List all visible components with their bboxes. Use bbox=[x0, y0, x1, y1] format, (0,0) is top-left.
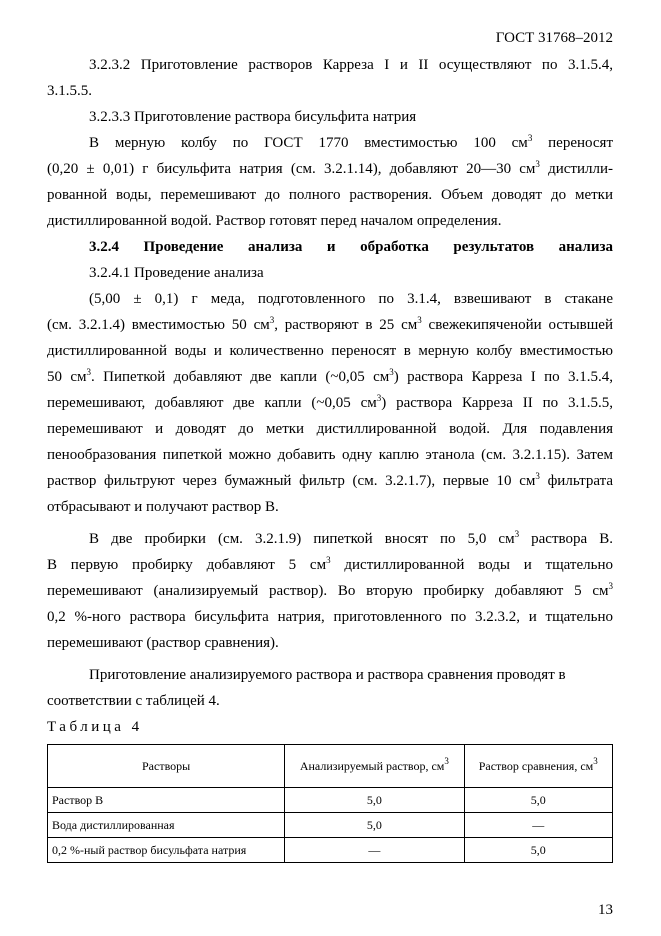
paragraph-analysis-line-2: (см. 3.2.1.4) вместимостью 50 $см^3$, растворяют в 25 $см^3$ свежекипяченойи остывшей bbox=[47, 315, 613, 333]
table-cell: — bbox=[464, 813, 613, 838]
paragraph-3-2-3-2: 3.2.3.2 Приготовление растворов Карреза I и II осуществляют по 3.1.5.4, bbox=[89, 57, 613, 73]
paragraph-bisulfite-line-1: В мерную колбу по ГОСТ 1770 вместимостью 100 $см^3$ переносят bbox=[89, 133, 614, 151]
section-title-3-2-4: 3.2.4 Проведение анализа и обработка результатов анализа bbox=[89, 239, 613, 255]
paragraph-tubes-line-4: 0,2 %-ного раствора бисульфита натрия, приготовленного по 3.2.3.2, и тщательно bbox=[47, 609, 613, 625]
paragraph-analysis-line-1: (5,00 ± 0,1) г меда, подготовленного по 3.1.4, взвешивают в стакане bbox=[89, 291, 613, 307]
paragraph-analysis-line-9: отбрасывают и получают раствор В. bbox=[47, 499, 279, 515]
table-cell: 0,2 %-ный раствор бисульфата натрия bbox=[48, 838, 285, 863]
paragraph-bisulfite-line-3: рованной воды, перемешивают до полного растворения. Объем доводят до метки bbox=[47, 187, 613, 203]
paragraph-tubes-line-3: перемешивают (анализируемый раствор). Во вторую пробирку добавляют 5 $см^3$ bbox=[47, 581, 613, 599]
page-number: 13 bbox=[598, 902, 613, 918]
paragraph-table-ref-line-2: соответствии с таблицей 4. bbox=[47, 693, 220, 709]
paragraph-analysis-line-7: пенообразования пипеткой можно добавить одну каплю этанола (см. 3.2.1.15). Затем bbox=[47, 447, 613, 463]
table-cell: 5,0 bbox=[464, 788, 613, 813]
table-header-cell: Растворы bbox=[48, 745, 285, 788]
paragraph-3-2-3-2-cont: 3.1.5.5. bbox=[47, 83, 92, 99]
table-caption: Таблица 4 bbox=[47, 719, 143, 735]
table-cell: Вода дистиллированная bbox=[48, 813, 285, 838]
table-cell: Раствор В bbox=[48, 788, 285, 813]
table-cell: 5,0 bbox=[464, 838, 613, 863]
paragraph-bisulfite-line-4: дистиллированной водой. Раствор готовят перед началом определения. bbox=[47, 213, 502, 229]
table-row bbox=[48, 838, 613, 863]
paragraph-analysis-line-8: раствор фильтруют через бумажный фильтр (см. 3.2.1.7), первые 10 $см^3$ фильтрата bbox=[47, 471, 613, 489]
table-cell: 5,0 bbox=[285, 788, 464, 813]
table-row bbox=[48, 788, 613, 813]
paragraph-analysis-line-6: перемешивают и доводят до метки дистиллированной водой. Для подавления bbox=[47, 421, 613, 437]
paragraph-3-2-4-1: 3.2.4.1 Проведение анализа bbox=[89, 265, 264, 281]
paragraph-tubes-line-2: В первую пробирку добавляют 5 $см^3$ дистиллированной воды и тщательно bbox=[47, 555, 614, 573]
paragraph-analysis-line-3: дистиллированной воды и количественно переносят в мерную колбу вместимостью bbox=[47, 343, 613, 359]
paragraph-bisulfite-line-2: (0,20 ± 0,01) г бисульфита натрия (см. 3.2.1.14), добавляют 20—30 $см^3$ дистилли- bbox=[47, 159, 613, 177]
paragraph-3-2-3-3: 3.2.3.3 Приготовление раствора бисульфита натрия bbox=[89, 109, 417, 125]
paragraph-tubes-line-5: перемешивают (раствор сравнения). bbox=[47, 635, 279, 651]
paragraph-analysis-line-4: 50 $см^3$. Пипеткой добавляют две капли (~0,05 $см^3$) раствора Карреза I по 3.1.5.4, bbox=[47, 367, 614, 385]
table-header-cell: Раствор сравнения, $см^3$ bbox=[464, 745, 613, 788]
table-cell: — bbox=[285, 838, 464, 863]
table-cell: 5,0 bbox=[285, 813, 464, 838]
document-body bbox=[47, 52, 613, 863]
paragraph-analysis-line-5: перемешивают, добавляют две капли (~0,05 $см^3$) раствора Карреза II по 3.1.5.5, bbox=[47, 393, 613, 411]
document-header: ГОСТ 31768–2012 bbox=[495, 30, 613, 46]
paragraph-tubes-line-1: В две пробирки (см. 3.2.1.9) пипеткой вносят по 5,0 $см^3$ раствора В. bbox=[89, 529, 613, 547]
table-header-cell: Анализируемый раствор, $см^3$ bbox=[285, 745, 464, 788]
paragraph-table-ref-line-1: Приготовление анализируемого раствора и раствора сравнения проводят в bbox=[89, 667, 566, 683]
table-row bbox=[48, 813, 613, 838]
table-header-row bbox=[48, 745, 613, 788]
table-4 bbox=[47, 744, 613, 863]
